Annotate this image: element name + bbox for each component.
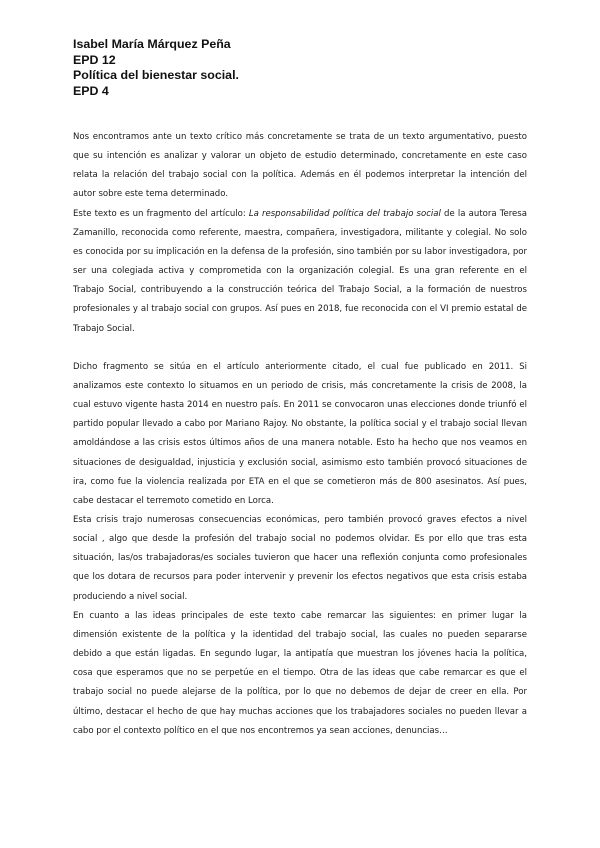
paragraph-author-lead: Este texto es un fragmento del artículo: — [73, 208, 249, 219]
course-title: Política del bienestar social. — [73, 68, 239, 82]
article-title: La responsabilidad política del trabajo social — [248, 208, 441, 219]
paragraph-intro: Nos encontramos ante un texto crítico más concretamente se trata de un texto argumentativo, puesto que su intención es analizar y valorar un objeto de estudio determinado, concretamente en este caso relata la relación del trabajo social con la política. Además en él podemos interpretar la intención del autor sobre este tema determinado. — [73, 132, 527, 200]
paragraph-main-ideas: En cuanto a las ideas principales de este texto cabe remarcar las siguientes: en primer lugar la dimensión existente de la política y la identidad del trabajo social, las cuales no pueden separarse debido a que están ligadas. En segundo lugar, la antipatía que muestran los jóvenes hacia la política, cosa que esperamos que no se perpetúe en el tiempo. Otra de las ideas que cabe remarcar es que el trabajo social no puede alejarse de la política, por lo que no debemos de dejar de creer en ella. Por último, destacar el hecho de que hay muchas acciones que los trabajadores sociales no pueden llevar a cabo por el contexto político en el que nos encontremos ya sean acciones, denuncias… — [73, 610, 527, 736]
paragraph-context: Dicho fragmento se sitúa en el artículo anteriormente citado, el cual fue publicado en 2011. Si analizamos este contexto lo situamos en un periodo de crisis, más concretamente la crisis de 2008, la cual estuvo vigente hasta 2014 en nuestro país. En 2011 se convocaron unas elecciones donde triunfó el partido popular llevado a cabo por Mariano Rajoy. No obstante, la política social y el trabajo social llevan amoldándose a las crisis estos últimos años de una manera notable. Esto ha hecho que nos veamos en situaciones de desigualdad, injusticia y exclusión social, asimismo esto también provocó situaciones de ira, como fue la violencia realizada por ETA en el que se cometieron más de 800 asesinatos. Así pues, cabe destacar el terremoto cometido en Lorca. — [73, 361, 527, 506]
document-body — [73, 128, 527, 741]
paragraph-spacer — [73, 339, 527, 358]
paragraph-author — [73, 205, 527, 339]
epd-subnumber: EPD 4 — [73, 83, 109, 98]
epd-number: EPD 12 — [73, 52, 116, 67]
paragraph-consequences: Esta crisis trajo numerosas consecuencias económicas, pero también provocó graves efectos a nivel social , algo que desde la profesión del trabajo social no podemos olvidar. Es por ello que tras esta situación, las/os trabajadoras/es sociales tuvieron que hacer una reflexión conjunta como profesionales que los dotara de recursos para poder intervenir y prevenir los efectos negativos que esta crisis estaba produciendo a nivel social. — [73, 514, 527, 602]
paragraph-author-rest: de la autora Teresa Zamanillo, reconocida como referente, maestra, compañera, investigadora, militante y colegial. No solo es conocida por su implicación en la defensa de la profesión, sino también por su labor investigadora, por ser una colegiada activa y comprometida con la organización colegial. Es una gran referente en el Trabajo Social, contribuyendo a la construcción teórica del Trabajo Social, a la formación de nuestros profesionales y al trabajo social con grupos. Así pues en 2018, fue reconocida con el VI premio estatal de Trabajo Social. — [73, 208, 527, 334]
document-header — [73, 37, 533, 99]
author-name: Isabel María Márquez Peña — [73, 37, 231, 51]
